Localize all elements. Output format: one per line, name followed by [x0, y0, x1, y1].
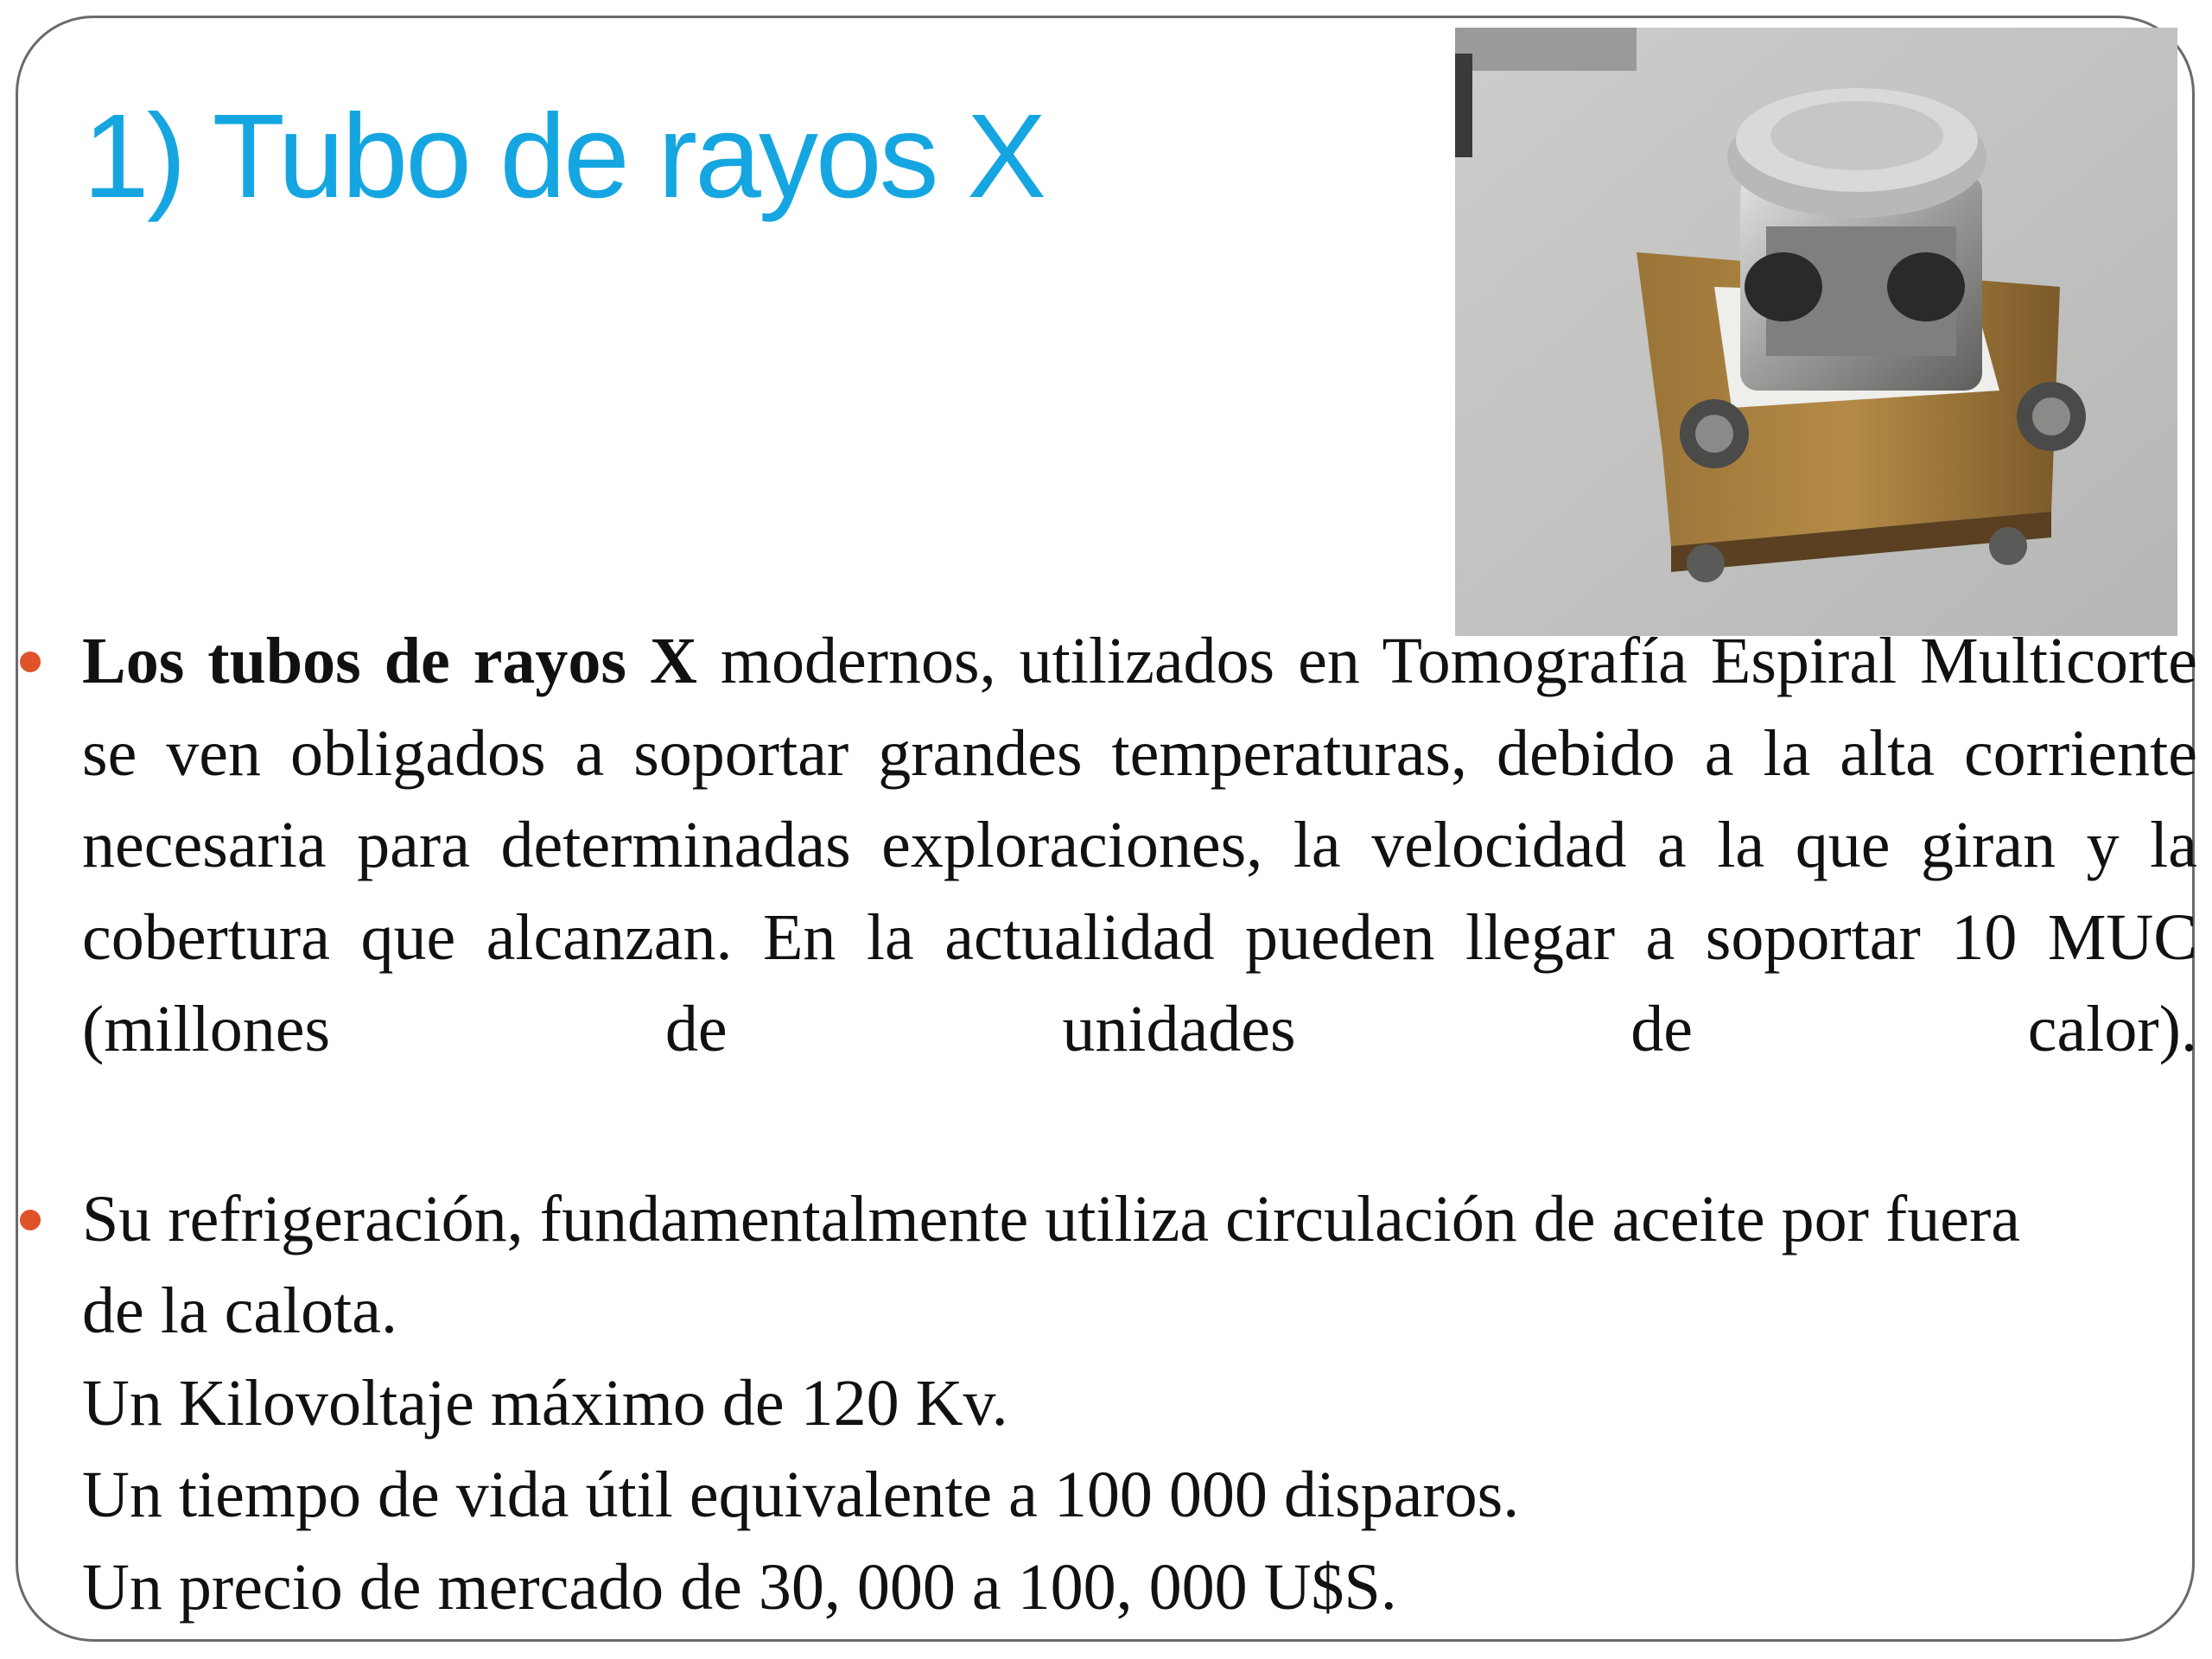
- bullet-dot-icon: [20, 652, 41, 672]
- bullet-paragraph-2: [82, 1173, 2197, 1634]
- paragraph-line: Un Kilovoltaje máximo de 120 Kv.: [82, 1366, 1008, 1440]
- x-ray-tube-photo: [1455, 28, 2177, 636]
- bold-lead-text: Los tubos de rayos X: [82, 625, 697, 697]
- paragraph-line: Su refrigeración, fundamentalmente utiliza circulación de aceite por fuera: [82, 1182, 2021, 1255]
- slide-body: [82, 615, 2197, 1633]
- paragraph-line: Un precio de mercado de 30, 000 a 100, 000 U$S.: [82, 1550, 1397, 1624]
- bullet-dot-icon: [20, 1210, 41, 1230]
- x-ray-tube-on-cart-icon: [1455, 28, 2177, 636]
- bullet-paragraph-1: [82, 615, 2197, 1076]
- paragraph-line: Un tiempo de vida útil equivalente a 100 000 disparos.: [82, 1459, 1520, 1531]
- paragraph-text: modernos, utilizados en Tomografía Espiral Multicorte se ven obligados a soportar grandes temperaturas, debido a la alta corriente necesaria para determinadas exploraciones, la velocidad a la que giran y la cobertura que alcanzan. En la actualidad pueden llegar a soportar 10 MUC (millones de unidades de calor).: [82, 625, 2197, 1065]
- paragraph-line: de la calota.: [82, 1274, 398, 1347]
- slide-title: 1) Tubo de rayos X: [83, 90, 1044, 223]
